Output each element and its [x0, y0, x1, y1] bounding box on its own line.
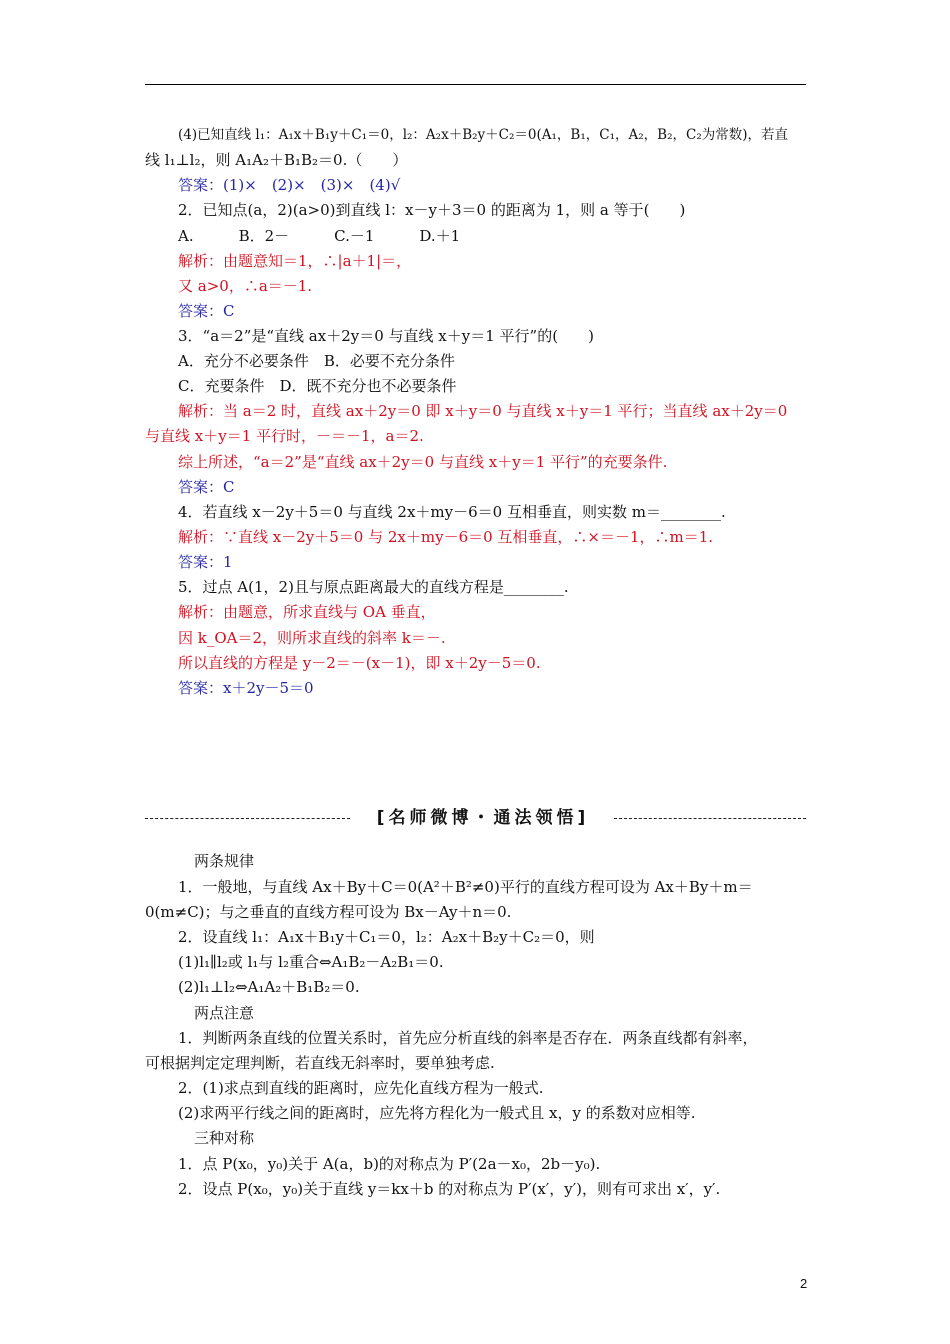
question-2-stem: 2．已知点(a，2)(a>0)到直线 l：x－y＋3＝0 的距离为 1，则 a 等于( ): [178, 201, 686, 219]
question-2-answer: 答案：C: [178, 302, 235, 320]
notes-heading-symmetry: 三种对称: [194, 1129, 255, 1147]
rule-2-item-2: (2)l₁⊥l₂⇔A₁A₂＋B₁B₂＝0.: [178, 978, 360, 996]
question-3-solution-2: 与直线 x＋y＝1 平行时，－＝－1，a＝2.: [145, 427, 424, 445]
rule-2: 2．设直线 l₁：A₁x＋B₁y＋C₁＝0，l₂：A₂x＋B₂y＋C₂＝0，则: [178, 928, 595, 946]
question-2-solution-2: 又 a>0，∴a＝－1.: [178, 277, 313, 295]
section-title-dash-right: [614, 818, 806, 819]
rule-1-line-2: 0(m≠C)；与之垂直的直线方程可设为 Bx－Ay＋n＝0.: [145, 903, 512, 921]
question-4-answer: 答案：1: [178, 553, 233, 571]
question-4-stem: 4．若直线 x－2y＋5＝0 与直线 2x＋my－6＝0 互相垂直，则实数 m＝________.: [178, 503, 726, 521]
caution-1-line-1: 1．判断两条直线的位置关系时，首先应分析直线的斜率是否存在．两条直线都有斜率，: [178, 1029, 758, 1047]
question-2-solution-1: 解析：由题意知＝1，∴|a＋1|＝，: [178, 252, 412, 270]
rule-2-item-1: (1)l₁∥l₂或 l₁与 l₂重合⇔A₁B₂－A₂B₁＝0.: [178, 953, 444, 971]
caution-1-line-2: 可根据判定定理判断，若直线无斜率时，要单独考虑.: [145, 1054, 495, 1072]
question-5-solution-3: 所以直线的方程是 y－2＝－(x－1)，即 x＋2y－5＝0.: [178, 654, 541, 672]
question-1-4-line-1: (4)已知直线 l₁：A₁x＋B₁y＋C₁＝0，l₂：A₂x＋B₂y＋C₂＝0(A₁，B₁，C₁，A₂，B₂，C₂为常数)，若直: [178, 127, 789, 143]
symmetry-2: 2．设点 P(x₀，y₀)关于直线 y＝kx＋b 的对称点为 P′(x′，y′)，则有可求出 x′，y′.: [178, 1180, 721, 1198]
question-3-solution-3: 综上所述，“a＝2”是“直线 ax＋2y＝0 与直线 x＋y＝1 平行”的充要条件.: [178, 453, 668, 471]
page-number: 2: [800, 1276, 808, 1291]
symmetry-1: 1．点 P(x₀，y₀)关于 A(a，b)的对称点为 P′(2a－x₀，2b－y₀).: [178, 1155, 601, 1173]
section-title: [名师微博・通法领悟]: [376, 808, 590, 828]
question-2-options: A. B．2－ C.－1 D.＋1: [178, 227, 461, 245]
question-5-solution-1: 解析：由题意，所求直线与 OA 垂直，: [178, 603, 436, 621]
question-1-answer: 答案：(1)× (2)× (3)× (4)√: [178, 176, 401, 194]
section-title-dash-left: [145, 818, 350, 819]
caution-2-item-1: 2．(1)求点到直线的距离时，应先化直线方程为一般式.: [178, 1079, 544, 1097]
caution-2-item-2: (2)求两平行线之间的距离时，应先将方程化为一般式且 x，y 的系数对应相等.: [178, 1104, 696, 1122]
header-rule: [145, 84, 806, 85]
question-3-options-cd: C．充要条件 D．既不充分也不必要条件: [178, 377, 457, 395]
question-4-solution: 解析：∵直线 x－2y＋5＝0 与 2x＋my－6＝0 互相垂直，∴×＝－1，∴m＝1.: [178, 528, 714, 546]
question-3-solution-1: 解析：当 a＝2 时，直线 ax＋2y＝0 即 x＋y＝0 与直线 x＋y＝1 平行；当直线 ax＋2y＝0: [178, 402, 788, 420]
rule-1-line-1: 1．一般地，与直线 Ax＋By＋C＝0(A²＋B²≠0)平行的直线方程可设为 Ax＋By＋m＝: [178, 878, 753, 896]
section-title-bar: [145, 806, 806, 830]
notes-heading-rules: 两条规律: [194, 852, 255, 870]
question-5-answer: 答案：x＋2y－5＝0: [178, 679, 314, 697]
question-3-stem: 3．“a＝2”是“直线 ax＋2y＝0 与直线 x＋y＝1 平行”的( ): [178, 327, 594, 345]
question-5-stem: 5．过点 A(1，2)且与原点距离最大的直线方程是________.: [178, 578, 569, 596]
notes-heading-cautions: 两点注意: [194, 1004, 255, 1022]
question-3-answer: 答案：C: [178, 478, 235, 496]
question-5-solution-2: 因 k_OA＝2，则所求直线的斜率 k＝－.: [178, 629, 446, 647]
question-3-options-ab: A．充分不必要条件 B．必要不充分条件: [178, 352, 455, 370]
question-1-4-line-2: 线 l₁⊥l₂，则 A₁A₂＋B₁B₂＝0.（ ）: [145, 151, 408, 169]
